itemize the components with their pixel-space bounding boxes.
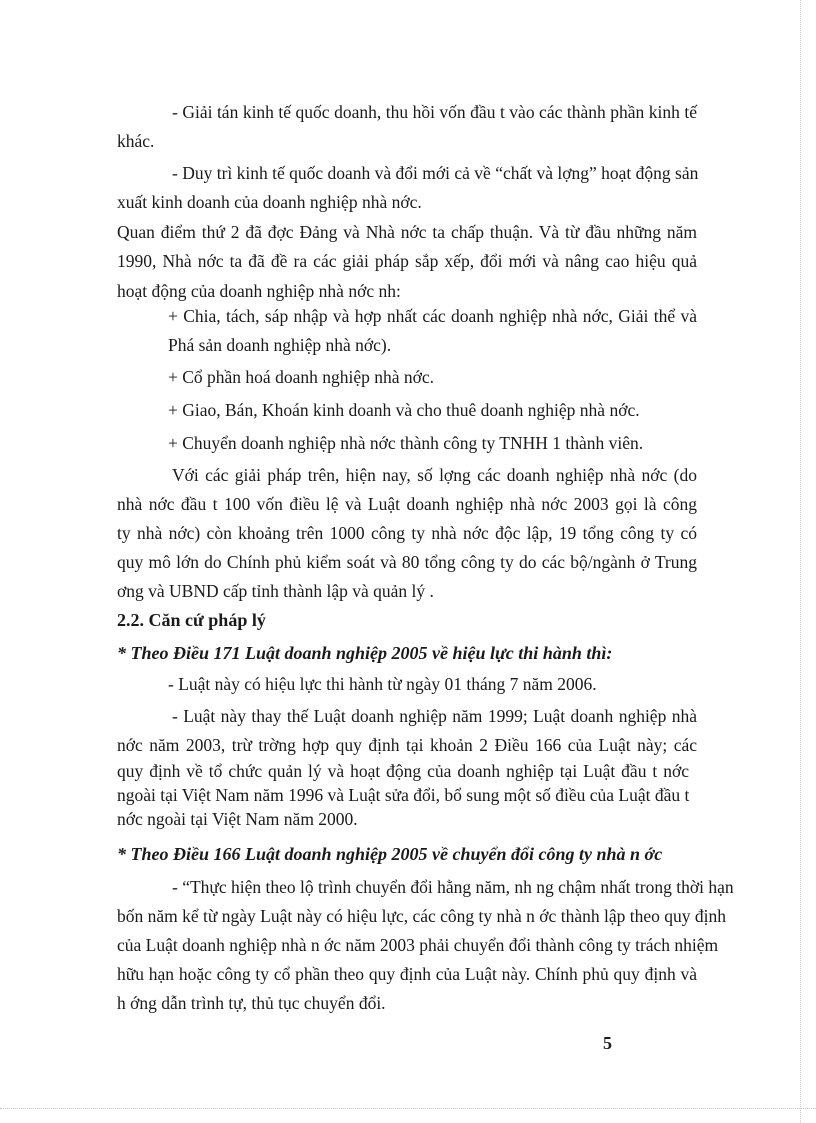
- para6-line1: - Luật này thay thế Luật doanh nghiệp năm 1999; Luật doanh nghiệp nhà: [172, 706, 697, 726]
- para7-line4: hữu hạn hoặc công ty cổ phần theo quy định của Luật này. Chính phủ quy định và: [117, 964, 697, 984]
- para4-line3: ty nhà nớc) còn khoảng trên 1000 công ty nhà nớc độc lập, 19 tổng công ty có: [117, 523, 697, 543]
- para4-line1: Với các giải pháp trên, hiện nay, số lợng các doanh nghiệp nhà nớc (do: [172, 465, 697, 485]
- para1-line2: khác.: [117, 131, 155, 151]
- article-171-heading: * Theo Điều 171 Luật doanh nghiệp 2005 về hiệu lực thi hành thì:: [117, 643, 613, 663]
- list-item-4: + Chuyển doanh nghiệp nhà nớc thành công ty TNHH 1 thành viên.: [168, 433, 644, 453]
- list-item-2: + Cổ phần hoá doanh nghiệp nhà nớc.: [168, 367, 435, 387]
- list-item-3: + Giao, Bán, Khoán kinh doanh và cho thuê doanh nghiệp nhà nớc.: [168, 400, 640, 420]
- para4-line4: quy mô lớn do Chính phủ kiểm soát và 80 tổng công ty do các bộ/ngành ở Trung: [117, 552, 697, 572]
- para3-line2: 1990, Nhà nớc ta đã đề ra các giải pháp sắp xếp, đổi mới và nâng cao hiệu quả: [117, 251, 697, 271]
- page-number: 5: [603, 1033, 612, 1053]
- list-item-1-line2: Phá sản doanh nghiệp nhà nớc).: [168, 335, 392, 355]
- section-heading-2-2: 2.2. Căn cứ pháp lý: [117, 610, 266, 630]
- para7-line2: bốn năm kể từ ngày Luật này có hiệu lực, các công ty nhà n ớc thành lập theo quy định: [117, 906, 726, 926]
- para7-line5: h ớng dẫn trình tự, thủ tục chuyển đổi.: [117, 993, 386, 1013]
- para7-line1: - “Thực hiện theo lộ trình chuyển đổi hằng năm, nh ng chậm nhất trong thời hạn: [172, 877, 734, 897]
- para3-line3: hoạt động của doanh nghiệp nhà nớc nh:: [117, 281, 401, 301]
- article-166-heading: * Theo Điều 166 Luật doanh nghiệp 2005 về chuyển đổi công ty nhà n ớc: [117, 844, 663, 864]
- para4-line5: ơng và UBND cấp tỉnh thành lập và quản lý .: [117, 581, 434, 601]
- para7-line3: của Luật doanh nghiệp nhà n ớc năm 2003 phải chuyển đổi thành công ty trách nhiệm: [117, 935, 719, 955]
- right-dotted-border: [800, 0, 801, 1123]
- para5: - Luật này có hiệu lực thi hành từ ngày 01 tháng 7 năm 2006.: [168, 674, 597, 694]
- para2-line1: - Duy trì kinh tế quốc doanh và đổi mới cả về “chất và lợng” hoạt động sản: [172, 163, 699, 183]
- para6-line2: nớc năm 2003, trừ trờng hợp quy định tại khoản 2 Điều 166 của Luật này; các: [117, 735, 697, 755]
- para3-line1: Quan điểm thứ 2 đã đợc Đảng và Nhà nớc ta chấp thuận. Và từ đầu những năm: [117, 222, 697, 242]
- list-item-1-line1: + Chia, tách, sáp nhập và hợp nhất các doanh nghiệp nhà nớc, Giải thể và: [168, 306, 697, 326]
- para6-line4: ngoài tại Việt Nam năm 1996 và Luật sửa đổi, bổ sung một số điều của Luật đầu t: [117, 785, 690, 805]
- para6-line3: quy định về tổ chức quản lý và hoạt động của doanh nghiệp tại Luật đầu t nớc: [117, 761, 689, 781]
- para1-line1: - Giải tán kinh tế quốc doanh, thu hồi vốn đầu t vào các thành phần kinh tế: [172, 102, 697, 122]
- para6-line5: nớc ngoài tại Việt Nam năm 2000.: [117, 809, 358, 829]
- para2-line2: xuất kinh doanh của doanh nghiệp nhà nớc.: [117, 192, 422, 212]
- para4-line2: nhà nớc đầu t 100 vốn điều lệ và Luật doanh nghiệp nhà nớc 2003 gọi là công: [117, 494, 697, 514]
- bottom-dotted-border: [0, 1108, 816, 1109]
